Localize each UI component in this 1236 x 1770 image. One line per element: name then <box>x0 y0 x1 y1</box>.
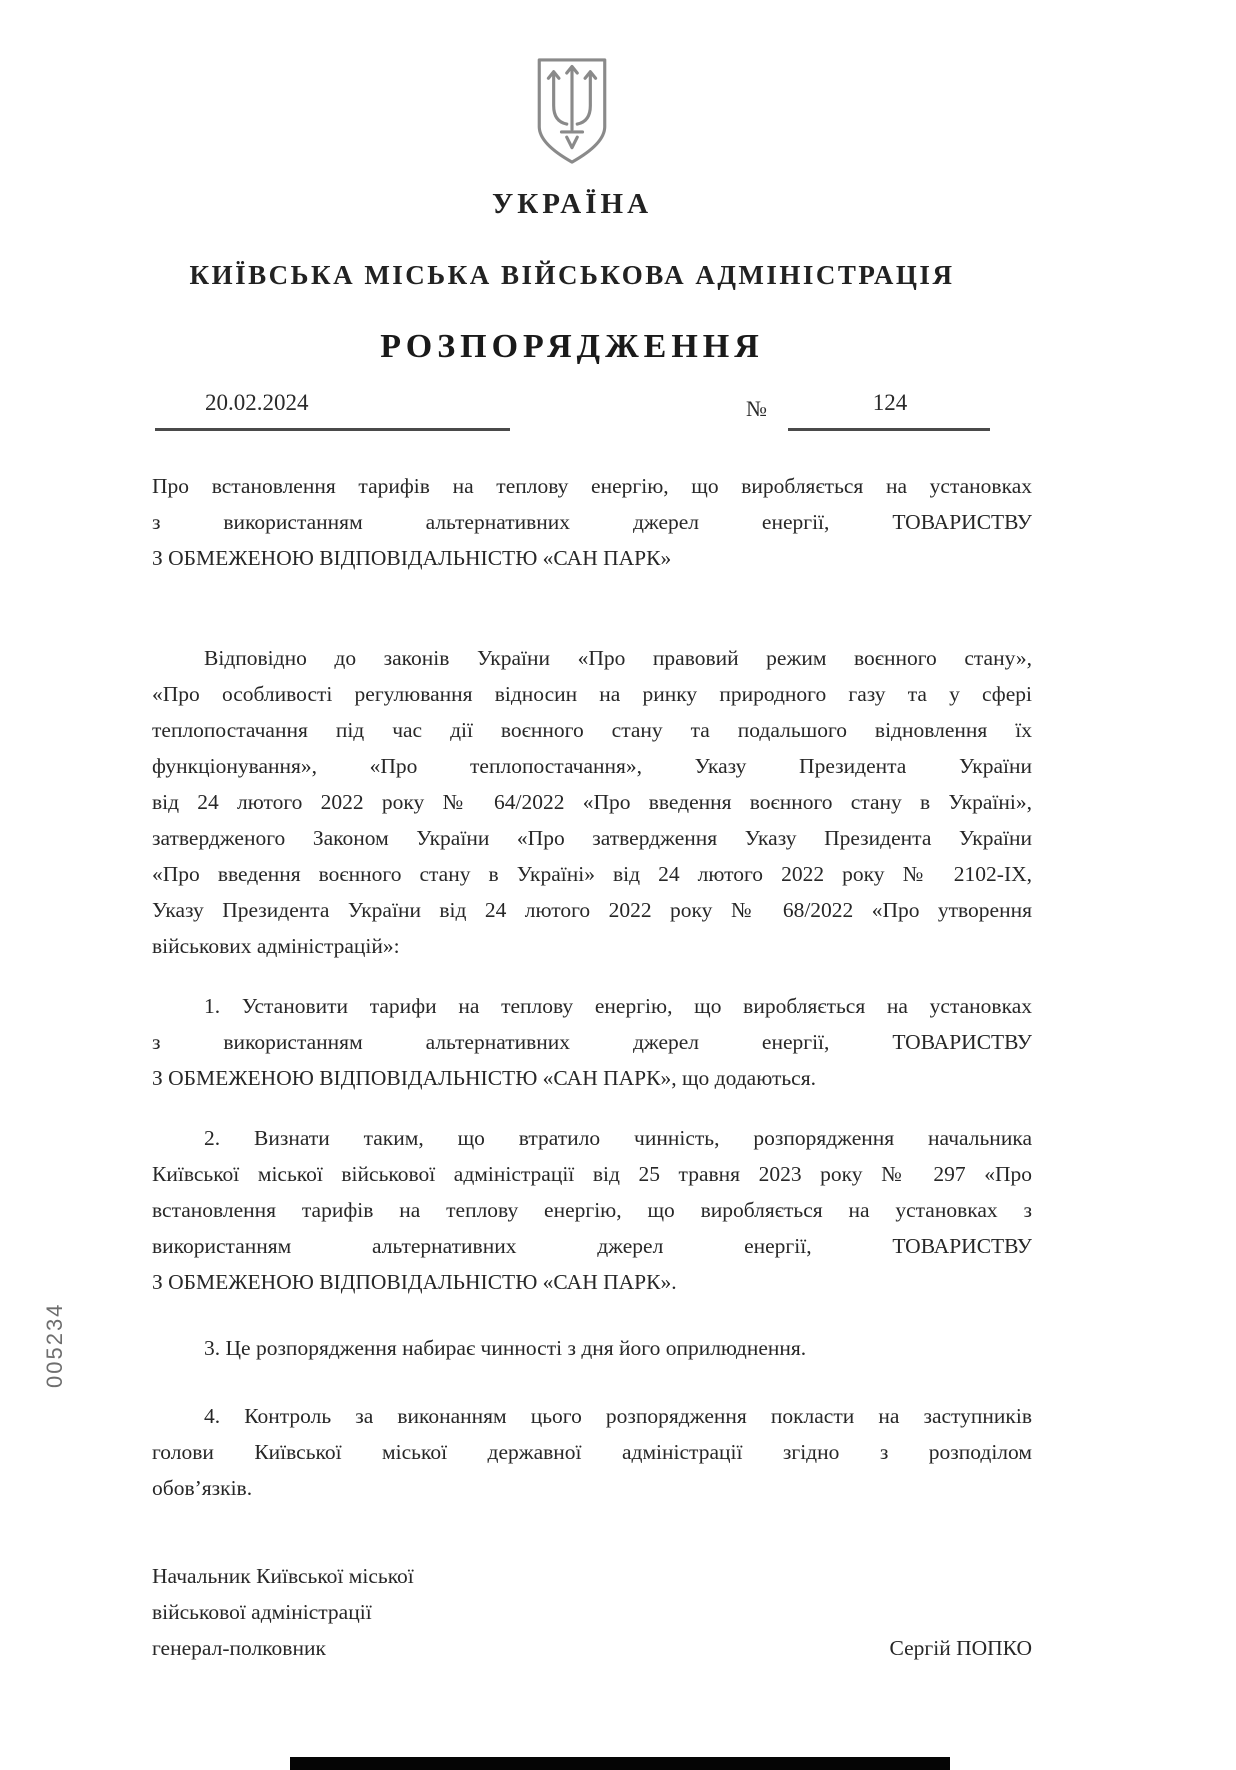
preamble-paragraph <box>152 640 1032 964</box>
item-4-paragraph <box>152 1398 1032 1506</box>
text-line: Київської міської військової адміністрації від 25 травня 2023 року № 297 «Про <box>152 1162 1032 1186</box>
text-line: 4. Контроль за виконанням цього розпорядження покласти на заступників <box>204 1404 1032 1428</box>
subject-paragraph <box>152 468 1032 576</box>
item-1-paragraph <box>152 988 1032 1096</box>
number-sign: № <box>746 396 767 421</box>
ukraine-trident-shield-icon <box>531 56 613 171</box>
text-line: використанням альтернативних джерел енергії, ТОВАРИСТВУ <box>152 1234 1032 1258</box>
text-line: «Про введення воєнного стану в Україні» від 24 лютого 2022 року № 2102-IX, <box>152 862 1032 886</box>
registration-stamp-code: 005234 <box>42 1302 67 1388</box>
text-line: Начальник Київської міської <box>152 1564 414 1588</box>
document-type-title: РОЗПОРЯДЖЕННЯ <box>380 328 764 365</box>
text-line: Про встановлення тарифів на теплову енергію, що виробляється на установках <box>152 474 1032 498</box>
text-line: обов’язків. <box>152 1476 253 1500</box>
signature-block <box>152 1558 1032 1666</box>
country-title: УКРАЇНА <box>491 188 653 220</box>
text-line: Указу Президента України від 24 лютого 2022 року № 68/2022 «Про утворення <box>152 898 1032 922</box>
text-line: Відповідно до законів України «Про правовий режим воєнного стану», <box>204 646 1032 670</box>
item-2-paragraph <box>152 1120 1032 1300</box>
text-line: 2. Визнати таким, що втратило чинність, розпорядження начальника <box>204 1126 1032 1150</box>
signer-name: Сергій ПОПКО <box>889 1636 1032 1660</box>
text-line: генерал-полковник <box>152 1636 326 1660</box>
text-line: З ОБМЕЖЕНОЮ ВІДПОВІДАЛЬНІСТЮ «САН ПАРК», що додаються. <box>152 1066 816 1090</box>
text-line: З ОБМЕЖЕНОЮ ВІДПОВІДАЛЬНІСТЮ «САН ПАРК» <box>152 546 672 570</box>
text-line: 3. Це розпорядження набирає чинності з дня його оприлюднення. <box>204 1336 807 1360</box>
item-3-paragraph <box>152 1330 1032 1366</box>
text-line: з використанням альтернативних джерел енергії, ТОВАРИСТВУ <box>152 1030 1032 1054</box>
text-line: З ОБМЕЖЕНОЮ ВІДПОВІДАЛЬНІСТЮ «САН ПАРК». <box>152 1270 677 1294</box>
number-underline <box>788 428 990 431</box>
text-line: встановлення тарифів на теплову енергію, що виробляється на установках з <box>152 1198 1032 1222</box>
text-line: «Про особливості регулювання відносин на ринку природного газу та у сфері <box>152 682 1032 706</box>
text-line: з використанням альтернативних джерел енергії, ТОВАРИСТВУ <box>152 510 1032 534</box>
date-underline <box>155 428 510 431</box>
text-line: 1. Установити тарифи на теплову енергію, що виробляється на установках <box>204 994 1032 1018</box>
scan-artifact-bar <box>290 1757 950 1770</box>
signer-position <box>152 1558 414 1666</box>
text-line: затвердженого Законом України «Про затвердження Указу Президента України <box>152 826 1032 850</box>
document-date: 20.02.2024 <box>205 390 309 415</box>
organization-title: КИЇВСЬКА МІСЬКА ВІЙСЬКОВА АДМІНІСТРАЦІЯ <box>189 260 955 290</box>
document-body <box>152 468 1032 1666</box>
text-line: військових адміністрацій»: <box>152 934 400 958</box>
text-line: від 24 лютого 2022 року № 64/2022 «Про введення воєнного стану в Україні», <box>152 790 1032 814</box>
text-line: військової адміністрації <box>152 1600 372 1624</box>
document-number: 124 <box>872 390 908 415</box>
text-line: голови Київської міської державної адміністрації згідно з розподілом <box>152 1440 1032 1464</box>
text-line: функціонування», «Про теплопостачання», Указу Президента України <box>152 754 1032 778</box>
text-line: теплопостачання під час дії воєнного стану та подальшого відновлення їх <box>152 718 1032 742</box>
